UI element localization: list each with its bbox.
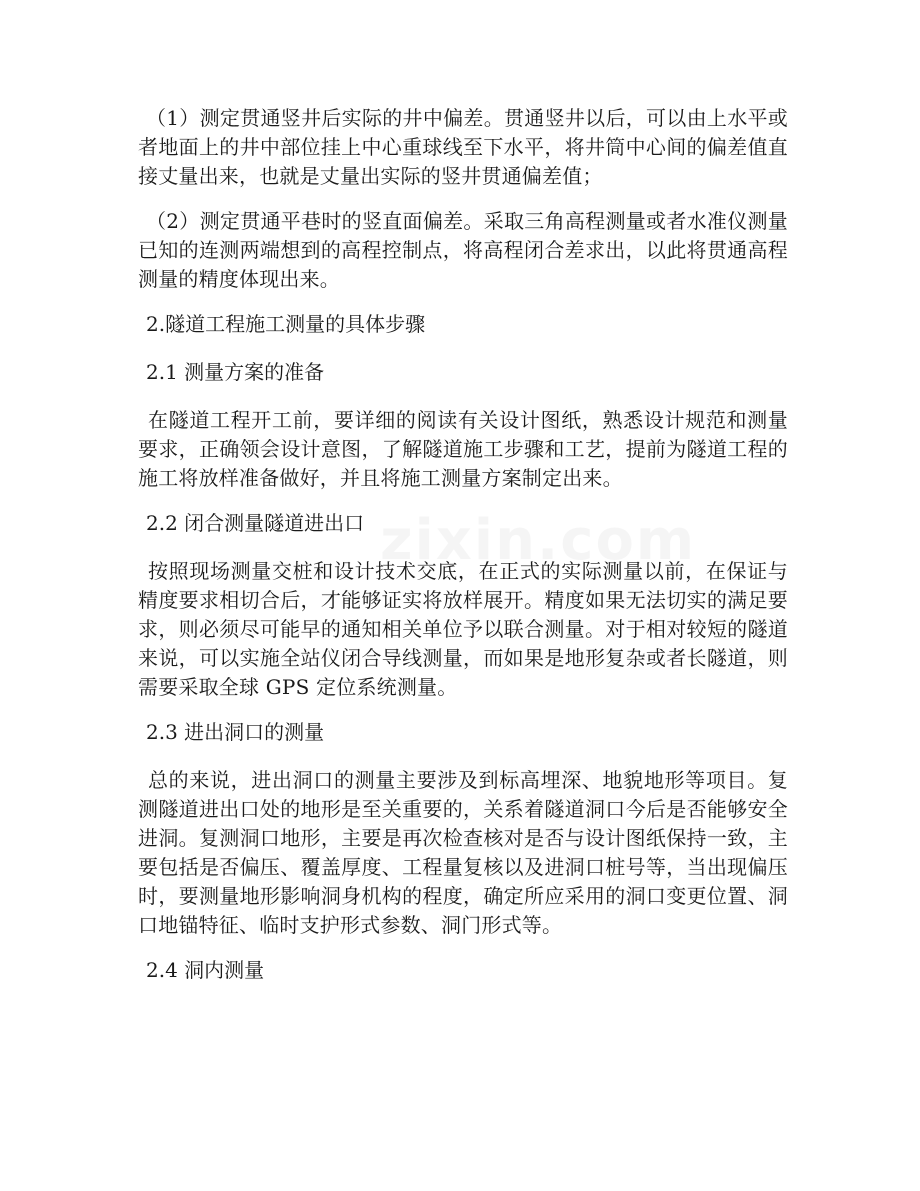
paragraph-closed-survey: 按照现场测量交桩和设计技术交底，在正式的实际测量以前，在保证与精度要求相切合后，才能够证实将放样展开。精度如果无法切实的满足要求，则必须尽可能早的通知相关单位予以联合测量。对于相对较短的隧道来说，可以实施全站仪闭合导线测量，而如果是地形复杂或者长隧道，则需要采取全球 GPS 定位系统测量。	[138, 559, 788, 699]
paragraph-vertical-shaft-deviation: （1）测定贯通竖井后实际的井中偏差。贯通竖井以后，可以由上水平或者地面上的井中部位挂上中心重球线至下水平，将井筒中心间的偏差值直接丈量出来，也就是丈量出实际的竖井贯通偏差值；	[138, 106, 788, 188]
document-body	[138, 104, 788, 1004]
paragraph-level-drift-deviation: （2）测定贯通平巷时的竖直面偏差。采取三角高程测量或者水准仪测量已知的连测两端想到的高程控制点，将高程闭合差求出，以此将贯通高程测量的精度体现出来。	[138, 209, 788, 291]
section-heading-2-3: 2.3 进出洞口的测量	[146, 720, 325, 744]
section-heading-2-2: 2.2 闭合测量隧道进出口	[146, 511, 365, 535]
paragraph-portal-survey: 总的来说，进出洞口的测量主要涉及到标高埋深、地貌地形等项目。复测隧道进出口处的地形是至关重要的，关系着隧道洞口今后是否能够安全进洞。复测洞口地形，主要是再次检查核对是否与设计图纸保持一致，主要包括是否偏压、覆盖厚度、工程量复核以及进洞口桩号等，当出现偏压时，要测量地形影响洞身机构的程度，确定所应采用的洞口变更位置、洞口地锚特征、临时支护形式参数、洞门形式等。	[138, 768, 788, 937]
section-heading-2-1: 2.1 测量方案的准备	[146, 360, 325, 384]
section-heading-2-4: 2.4 洞内测量	[146, 958, 265, 982]
paragraph-survey-plan: 在隧道工程开工前，要详细的阅读有关设计图纸，熟悉设计规范和测量要求，正确领会设计意图，了解隧道施工步骤和工艺，提前为隧道工程的施工将放样准备做好，并且将施工测量方案制定出来。	[138, 408, 788, 490]
section-heading-2: 2.隧道工程施工测量的具体步骤	[146, 312, 426, 336]
